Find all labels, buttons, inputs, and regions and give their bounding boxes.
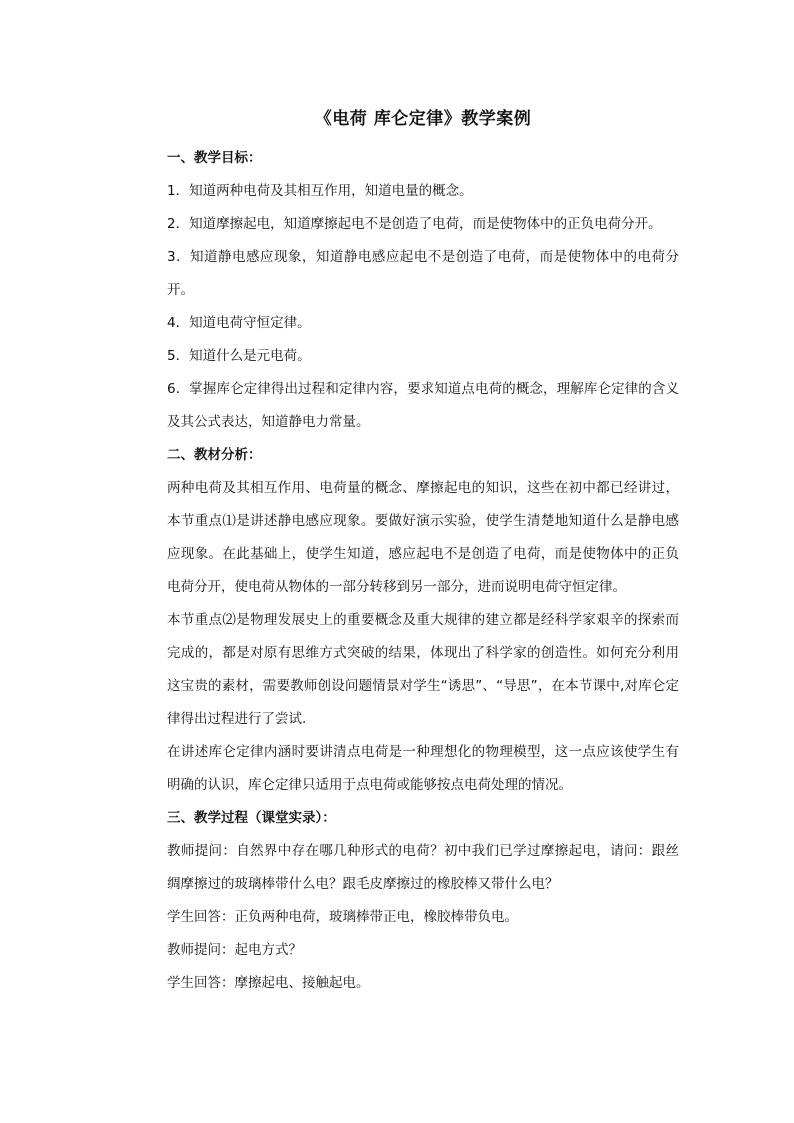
dialogue-teacher-question-2: 教师提问：起电方式？ (167, 942, 302, 958)
objective-item-6: 6．掌握库仑定律得出过程和定律内容，要求知道点电荷的概念，理解库仑定律的含义及其公式表达，知道静电力常量。 (167, 381, 679, 430)
dialogue-student-answer-1: 学生回答：正负两种电荷，玻璃棒带正电，橡胶棒带负电。 (167, 909, 518, 925)
document-page (167, 106, 679, 1000)
dialogue-teacher-question-1: 教师提问：自然界中存在哪几种形式的电荷？初中我们已学过摩擦起电，请问：跟丝绸摩擦过的玻璃棒带什么电？跟毛皮摩擦过的橡胶棒又带什么电？ (167, 843, 679, 892)
analysis-paragraph-1: 两种电荷及其相互作用、电荷量的概念、摩擦起电的知识，这些在初中都已经讲过，本节重点⑴是讲述静电感应现象。要做好演示实验，使学生清楚地知道什么是静电感应现象。在此基础上，使学生知道，感应起电不是创造了电荷，而是使物体中的正负电荷分开，使电荷从物体的一部分转移到另一部分，进而说明电荷守恒定律。 (167, 480, 679, 595)
analysis-paragraph-2: 本节重点⑵是物理发展史上的重要概念及重大规律的建立都是经科学家艰辛的探索而完成的，都是对原有思维方式突破的结果，体现出了科学家的创造性。如何充分利用这宝贵的素材，需要教师创设问题情景对学生“诱思”、“导思”，在本节课中,对库仑定律得出过程进行了尝试. (167, 612, 679, 727)
section-heading-objectives: 一、教学目标： (167, 150, 262, 166)
objective-item-4: 4．知道电荷守恒定律。 (167, 315, 311, 331)
objective-item-5: 5．知道什么是元电荷。 (167, 348, 311, 364)
objective-item-2: 2．知道摩擦起电，知道摩擦起电不是创造了电荷，而是使物体中的正负电荷分开。 (167, 216, 662, 232)
analysis-paragraph-3: 在讲述库仑定律内涵时要讲清点电荷是一种理想化的物理模型，这一点应该使学生有明确的认识，库仑定律只适用于点电荷或能够按点电荷处理的情况。 (167, 744, 679, 793)
section-teaching-objectives (167, 142, 679, 439)
objective-item-3: 3．知道静电感应现象，知道静电感应起电不是创造了电荷，而是使物体中的电荷分开。 (167, 249, 679, 298)
section-heading-analysis: 二、教材分析： (167, 447, 262, 463)
section-material-analysis (167, 439, 679, 802)
document-title: 《电荷 库仑定律》教学案例 (314, 109, 532, 129)
section-heading-process: 三、教学过程（课堂实录）： (167, 810, 336, 826)
objective-item-1: 1．知道两种电荷及其相互作用，知道电量的概念。 (167, 183, 473, 199)
dialogue-student-answer-2: 学生回答：摩擦起电、接触起电。 (167, 975, 370, 991)
section-teaching-process (167, 802, 679, 1000)
